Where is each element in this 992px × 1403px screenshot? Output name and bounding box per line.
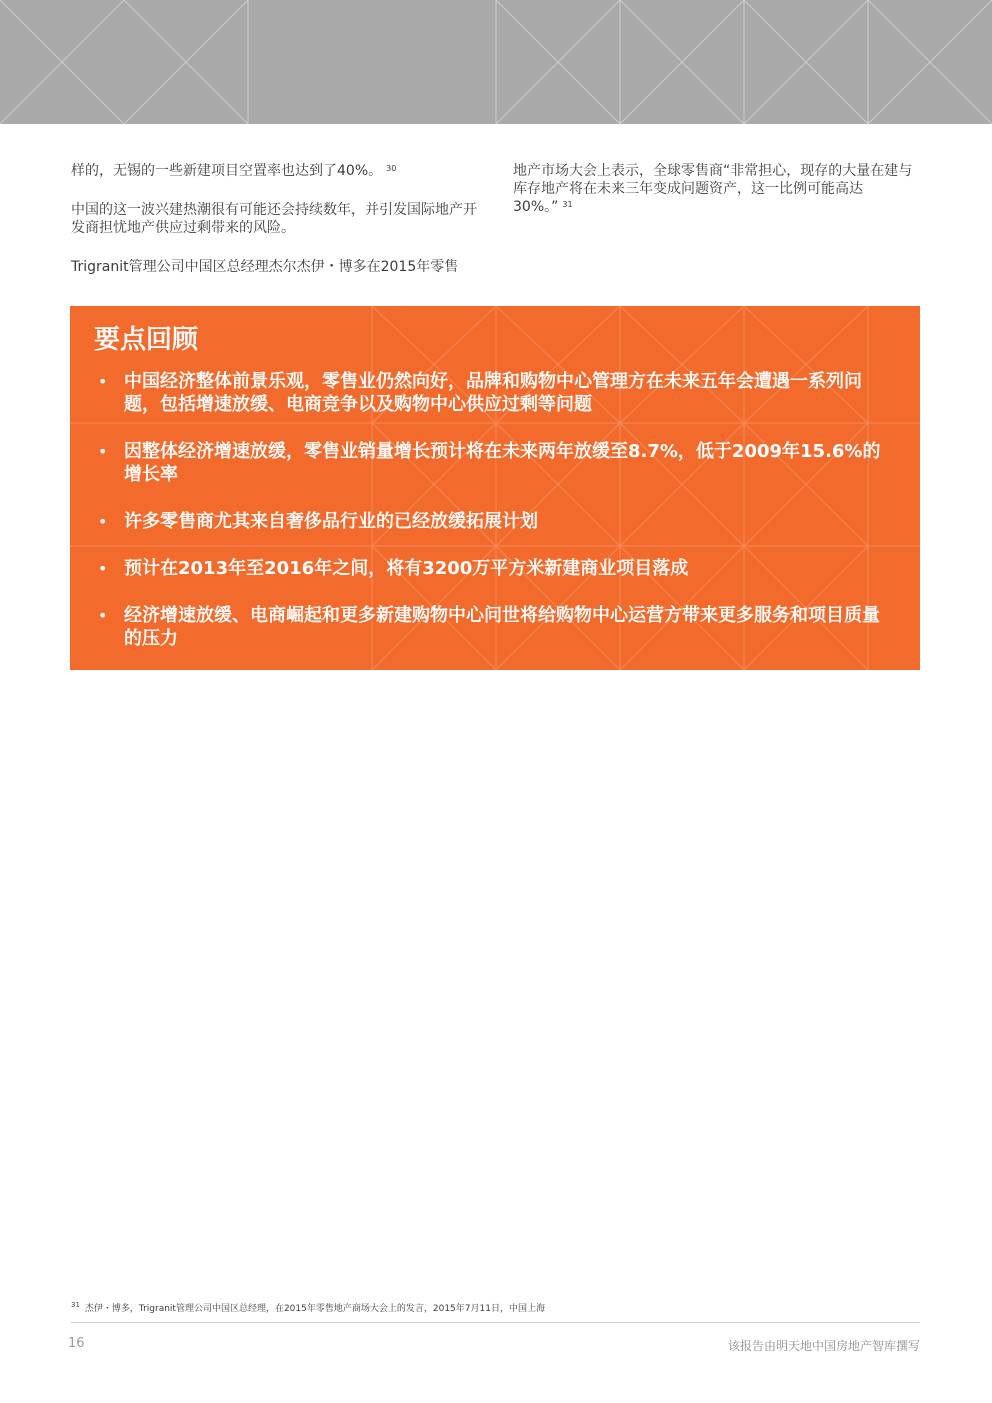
footer-credit: 该报告由明天地中国房地产智库撰写 [727,1339,920,1353]
bullet-icon: • [98,442,108,461]
body-column-left [71,162,481,297]
footnote-text: 杰伊・博多，Trigranit管理公司中国区总经理，在2015年零售地产商场大会上的发言，2015年7月11日，中国上海 [84,1304,545,1314]
header-diamond-pattern [0,0,992,124]
paragraph-vacancy: 样的，无锡的一些新建项目空置率也达到了40%。 $^{30}$ [71,163,397,179]
key-points-title: 要点回顾 [94,325,199,355]
key-point-item: • 经济增速放缓、电商崛起和更多新建购物中心问世将给购物中心运营方带来更多服务和项目质量的压力 [98,605,880,649]
bullet-icon: • [98,372,108,391]
key-point-item: • 中国经济整体前景乐观，零售业仍然向好，品牌和购物中心管理方在未来五年会遭遇一系列问题，包括增速放缓、电商竞争以及购物中心供应过剩等问题 [98,371,862,415]
bullet-icon: • [98,559,108,578]
key-points-list [70,370,920,670]
footnote-ref-30[interactable]: 30 [386,164,397,173]
page-number: 16 [68,1336,85,1351]
key-point-item: • 许多零售商尤其来自奢侈品行业的已经放缓拓展计划 [98,511,538,532]
body-column-right [513,162,913,237]
key-point-item: • 预计在2013年至2016年之间，将有3200万平方米新建商业项目落成 [98,558,689,579]
key-point-item: • 因整体经济增速放缓，零售业销量增长预计将在未来两年放缓至8.7%，低于2009年15.6%的增长率 [98,441,881,485]
bullet-icon: • [98,512,108,531]
footnote-31 [71,1301,545,1314]
paragraph-construction-boom: 中国的这一波兴建热潮很有可能还会持续数年，并引发国际地产开发商担忧地产供应过剩带来的风险。 [71,202,477,236]
footnote-number: 31 [71,1301,80,1309]
header-pattern-band [0,0,992,124]
paragraph-trigranit: Trigranit管理公司中国区总经理杰尔杰伊・博多在2015年零售 [71,259,459,275]
key-points-box [70,306,920,670]
footnote-ref-31[interactable]: 31 [562,200,573,209]
footer-divider [71,1322,920,1323]
bullet-icon: • [98,606,108,625]
paragraph-retailer-quote: 地产市场大会上表示，全球零售商“非常担心，现存的大量在建与库存地产将在未来三年变成问题资产，这一比例可能高达30%。” $^{31}$ [513,163,913,215]
